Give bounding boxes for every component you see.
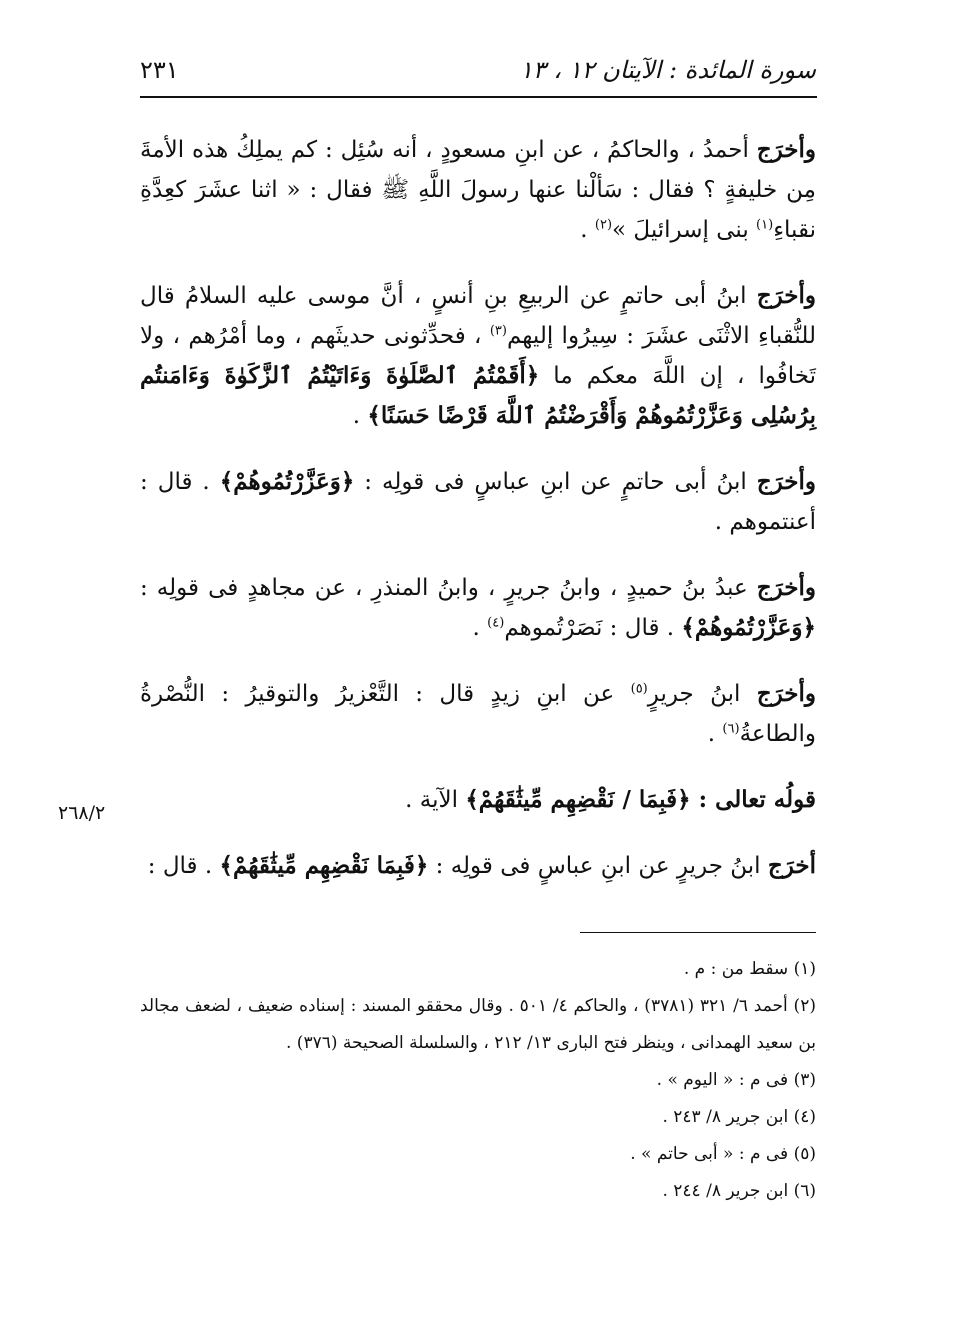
body-text [140,130,816,912]
paragraph-lead: وأخرَج [756,574,816,601]
paragraph-2 [140,276,816,436]
quran-verse: ﴿وَعَزَّرْتُمُوهُمْ﴾ [681,614,816,641]
paragraph-text: ابنُ أبى حاتمٍ عن الربيعِ بنِ أنسٍ ، أنَّ موسى عليه السلامُ قال للنُّقباءِ الاثْنَى عشَرَ : سِيرُوا إليهم [140,283,816,349]
paragraph-text: ابنُ جريرٍ [647,681,757,707]
paragraph-3 [140,462,816,542]
footnote-4: (٤) ابن جرير ٨/ ٢٤٣ . [662,1107,816,1127]
paragraph-text: ابنُ أبى حاتمٍ عن ابنِ عباسٍ فى قولِه : [354,469,757,495]
footnote-ref: (٣) [489,323,507,339]
paragraph-text: عن ابنِ زيدٍ قال : التَّعْزيرُ والتوقيرُ : النُّصْرةُ والطاعةُ [140,681,816,747]
paragraph-text: بنى إسرائيلَ » [612,217,757,243]
paragraph-end: . قال : [147,853,220,879]
footnote-2: (٢) أحمد ٦/ ٣٢١ (٣٧٨١) ، والحاكم ٤/ ٥٠١ . وقال محققو المسند : إسناده ضعيف ، لضعف مجالد بن سعيد الهمدانى ، وينظر فتح البارى ١٣/ ٢١٢ ، والسلسلة الصحيحة (٣٧٦) . [140,996,816,1053]
running-title: سورة المائدة : الآيتان ١٢ ، ١٣ [519,56,816,84]
paragraph-text: ابنُ جريرٍ عن ابنِ عباسٍ فى قولِه : [428,853,768,879]
footnote-ref: (٤) [487,615,505,631]
paragraph-end: . [580,217,595,243]
quran-verse: ﴿أَقَمْتُمُ ٱلصَّلَوٰةَ وَءَاتَيْتُمُ ٱلزَّكَوٰةَ وَءَامَنتُم بِرُسُلِى وَعَزَّرْتُمُوهُمْ وَأَقْرَضْتُمُ ٱللَّهَ قَرْضًا حَسَنًا﴾ [140,362,816,429]
paragraph-end: . [352,403,368,429]
paragraph-end: . [707,721,723,747]
paragraph-lead: وأخرَج [756,680,816,707]
quran-verse: ﴿وَعَزَّرْتُمُوهُمْ﴾ [219,468,355,495]
footnote-1: (١) سقط من : م . [683,959,816,979]
paragraph-4 [140,568,816,648]
paragraph-lead: وأخرَج [756,136,816,163]
footnote-6: (٦) ابن جرير ٨/ ٢٤٤ . [662,1181,816,1201]
footnote-ref: (٦) [722,721,740,737]
paragraph-text: عبدُ بنُ حميدٍ ، وابنُ جريرٍ ، وابنُ المنذرِ ، عن مجاهدٍ فى قولِه : [140,575,757,601]
paragraph-7 [140,846,816,886]
quran-verse: ﴿فَبِمَا نَقْضِهِم مِّيثَٰقَهُمْ﴾ [219,852,429,879]
paragraph-end: . قال : أعنتموهم . [140,469,816,535]
paragraph-lead: أخرَج [767,852,816,879]
footnote-5: (٥) فى م : « أبى حاتم » . [630,1144,816,1164]
paragraph-5 [140,674,816,754]
footnotes [140,951,816,1210]
paragraph-text: أحمدُ ، والحاكمُ ، عن ابنِ مسعودٍ ، أنه سُئِل : كم يملِكُ هذه الأمةَ مِن خليفةٍ ؟ فقال : سَألْنا عنها رسولَ اللَّهِ ﷺ فقال : « اثنا عشَرَ كعِدَّةِ نقباءِ [140,137,816,243]
header-rule [140,96,817,98]
page-number: ٢٣١ [140,56,179,84]
quran-verse: ﴿فَبِمَا / نَقْضِهِم مِّيثَٰقَهُمْ﴾ [465,786,691,813]
paragraph-text: . قال : نَصَرْتُموهم [504,615,682,641]
footnote-ref: (٢) [594,217,613,233]
footnote-ref: (١) [756,217,774,233]
paragraph-1 [140,130,816,250]
margin-reference: ٢٦٨/٢ [58,802,106,824]
footnote-rule [580,932,816,933]
paragraph-end: الآية . [405,787,466,813]
paragraph-lead: وأخرَج [756,282,816,309]
footnote-3: (٣) فى م : « اليوم » . [656,1070,816,1090]
paragraph-lead: وأخرَج [756,468,816,495]
footnote-ref: (٥) [630,681,648,697]
paragraph-6 [140,780,816,820]
section-heading: قولُه تعالى : [690,786,816,813]
paragraph-text: ، فحدِّثونى حديثَهم ، وما أمْرُهم ، ولا تَخافُوا ، إن اللَّهَ معكم ما [140,323,816,389]
page-header [140,52,816,96]
paragraph-end: . [472,615,488,641]
